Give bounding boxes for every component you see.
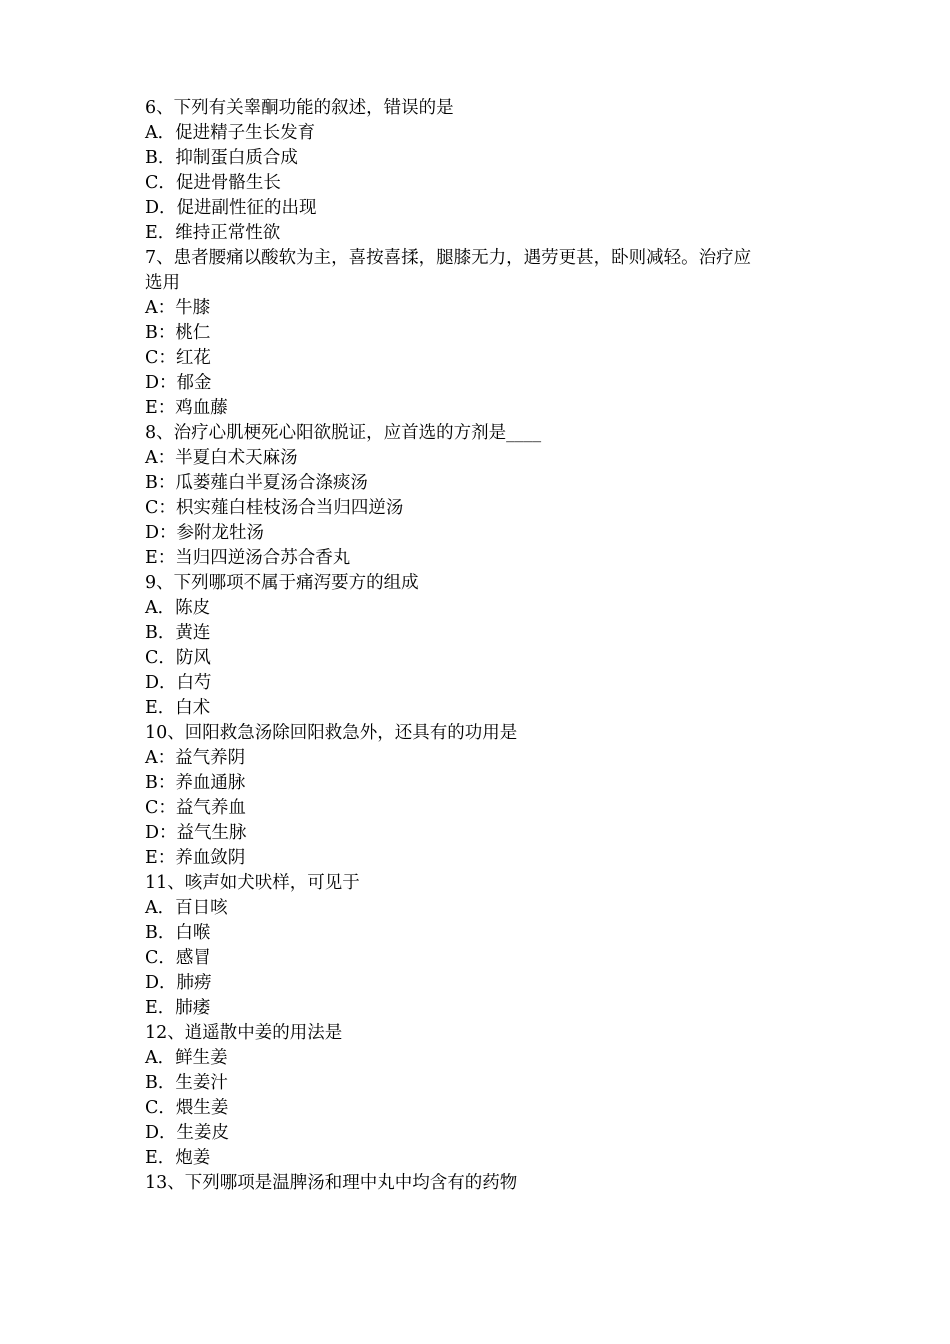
question-stem: 13、下列哪项是温脾汤和理中丸中均含有的药物 — [145, 1173, 518, 1193]
option-e: E．维持正常性欲 — [145, 223, 281, 243]
option-a: A．百日咳 — [145, 898, 228, 918]
option-c: C．促进骨骼生长 — [145, 173, 281, 193]
option-e: E：鸡血藤 — [145, 398, 228, 418]
option-d: D．生姜皮 — [145, 1123, 230, 1143]
option-a: A：半夏白术天麻汤 — [145, 448, 298, 468]
question-stem: 10、回阳救急汤除回阳救急外，还具有的功用是 — [145, 723, 518, 743]
option-a: A：牛膝 — [145, 298, 211, 318]
option-a: A：益气养阴 — [145, 748, 246, 768]
option-e: E：养血敛阴 — [145, 848, 246, 868]
option-d: D．白芍 — [145, 673, 212, 693]
question-9 — [145, 571, 815, 721]
option-c: C：红花 — [145, 348, 211, 368]
option-d: D．促进副性征的出现 — [145, 198, 317, 218]
question-stem: 6、下列有关睾酮功能的叙述，错误的是 — [145, 98, 454, 118]
option-c: C：枳实薤白桂枝汤合当归四逆汤 — [145, 498, 404, 518]
question-6 — [145, 96, 815, 246]
question-8 — [145, 421, 815, 571]
question-13 — [145, 1171, 815, 1196]
option-b: B：养血通脉 — [145, 773, 246, 793]
option-e: E．炮姜 — [145, 1148, 211, 1168]
question-12 — [145, 1021, 815, 1171]
question-11 — [145, 871, 815, 1021]
question-stem: 7、患者腰痛以酸软为主，喜按喜揉，腿膝无力，遇劳更甚，卧则减轻。治疗应 — [145, 248, 752, 268]
question-stem-continued: 选用 — [145, 273, 180, 293]
option-d: D：郁金 — [145, 373, 212, 393]
option-b: B．白喉 — [145, 923, 211, 943]
question-stem: 8、治疗心肌梗死心阳欲脱证，应首选的方剂是____ — [145, 423, 542, 443]
option-c: C：益气养血 — [145, 798, 246, 818]
option-e: E：当归四逆汤合苏合香丸 — [145, 548, 351, 568]
option-a: A．陈皮 — [145, 598, 211, 618]
option-a: A．鲜生姜 — [145, 1048, 228, 1068]
question-stem: 12、逍遥散中姜的用法是 — [145, 1023, 343, 1043]
option-c: C．感冒 — [145, 948, 211, 968]
question-10 — [145, 721, 815, 871]
option-e: E．白术 — [145, 698, 211, 718]
option-b: B．黄连 — [145, 623, 211, 643]
option-a: A．促进精子生长发育 — [145, 123, 316, 143]
option-c: C．煨生姜 — [145, 1098, 229, 1118]
question-7 — [145, 246, 815, 421]
option-b: B：瓜蒌薤白半夏汤合涤痰汤 — [145, 473, 368, 493]
option-b: B．抑制蛋白质合成 — [145, 148, 298, 168]
option-d: D：参附龙牡汤 — [145, 523, 265, 543]
option-d: D：益气生脉 — [145, 823, 247, 843]
option-b: B：桃仁 — [145, 323, 211, 343]
option-d: D．肺痨 — [145, 973, 212, 993]
document-page — [145, 96, 815, 1196]
option-e: E．肺痿 — [145, 998, 211, 1018]
option-b: B．生姜汁 — [145, 1073, 228, 1093]
option-c: C．防风 — [145, 648, 211, 668]
question-stem: 9、下列哪项不属于痛泻要方的组成 — [145, 573, 419, 593]
question-stem: 11、咳声如犬吠样，可见于 — [145, 873, 360, 893]
